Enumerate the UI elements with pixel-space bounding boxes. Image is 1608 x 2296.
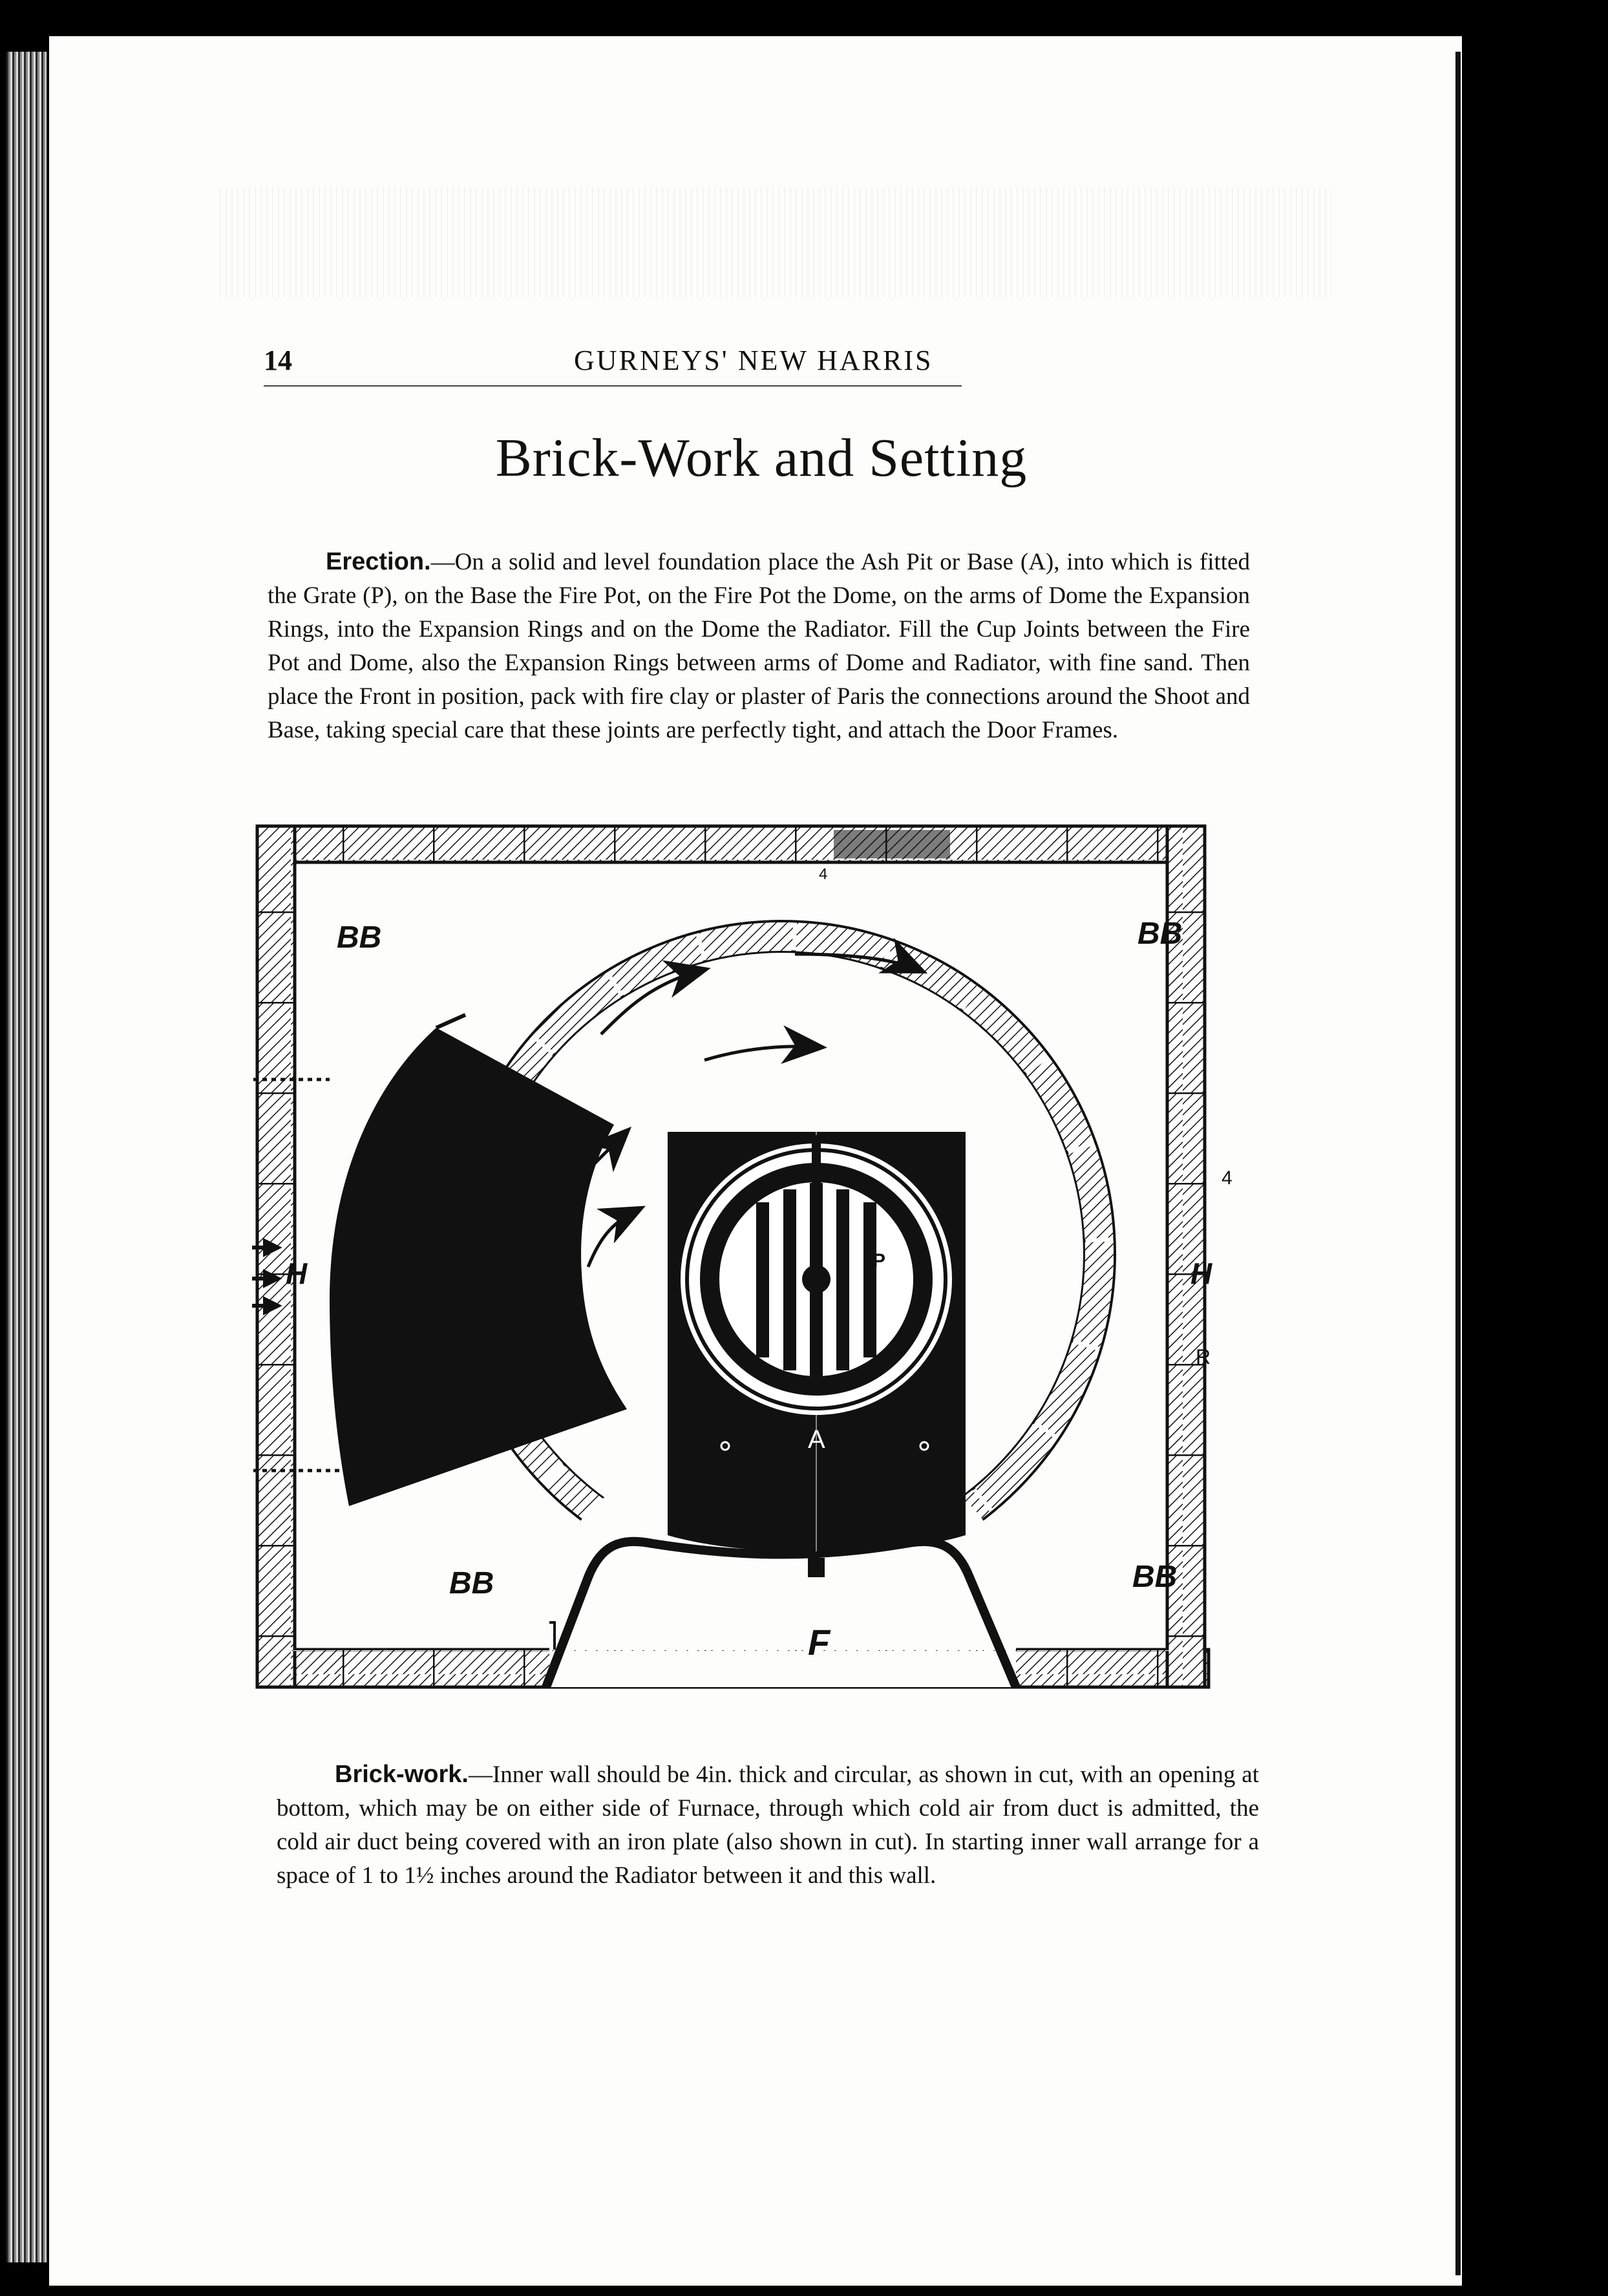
label-p: P <box>873 1250 886 1271</box>
brickwork-text: —Inner wall should be 4in. thick and circular, as shown in cut, with an opening at bottom, which may be on either side of Furnace, through which cold air from duct is admitted, the cold air duct being covered with an iron plate (also shown in cut). In starting inner wall arrange for a space of 1 to 1½ inches around the Radiator between it and this wall. <box>277 1761 1259 1889</box>
erection-text: —On a solid and level foundation place the Ash Pit or Base (A), into which is fitted the Grate (P), on the Base the Fire Pot, on the Fire Pot the Dome, on the arms of Dome the Expansion Rings, into the Expansion Rings and on the Dome the Radiator. Fill the Cup Joints between the Fire Pot and Dome, also the Expansion Rings between arms of Dome and Radiator, with fine sand. Then place the Front in position, pack with fire clay or plaster of Paris the connections around the Shoot and Base, taking special care that these joints are perfectly tight, and attach the Door Frames. <box>268 549 1250 743</box>
label-h-right: H <box>1190 1257 1212 1290</box>
label-bb-top-left: BB <box>337 920 382 955</box>
page-number: 14 <box>264 345 292 376</box>
furnace-setting-diagram <box>252 821 1306 1713</box>
label-a: A <box>808 1425 825 1454</box>
show-through-texture <box>220 187 1331 297</box>
brickwork-paragraph <box>277 1758 1259 1893</box>
label-f: F <box>808 1622 830 1663</box>
label-bb-bottom-left: BB <box>449 1566 494 1600</box>
page-header <box>264 336 960 388</box>
radiator-segment <box>330 1028 627 1506</box>
gutter-shadow <box>1455 52 1461 2275</box>
erection-lead: Erection. <box>326 548 431 575</box>
label-bb-bottom-right: BB <box>1132 1560 1178 1594</box>
label-h-left: H <box>286 1257 308 1290</box>
brickwork-lead: Brick-work. <box>335 1761 469 1788</box>
page-title: Brick-Work and Setting <box>495 428 1028 488</box>
page-edge-strip <box>6 52 47 2262</box>
header-rule <box>264 385 962 387</box>
erection-paragraph <box>268 545 1250 747</box>
label-r: R <box>1196 1345 1211 1368</box>
label-four-right: 4 <box>1222 1167 1232 1189</box>
running-head: GURNEYS' NEW HARRIS <box>574 345 933 376</box>
label-four-top: 4 <box>819 866 828 883</box>
label-bb-top-right: BB <box>1137 917 1183 951</box>
